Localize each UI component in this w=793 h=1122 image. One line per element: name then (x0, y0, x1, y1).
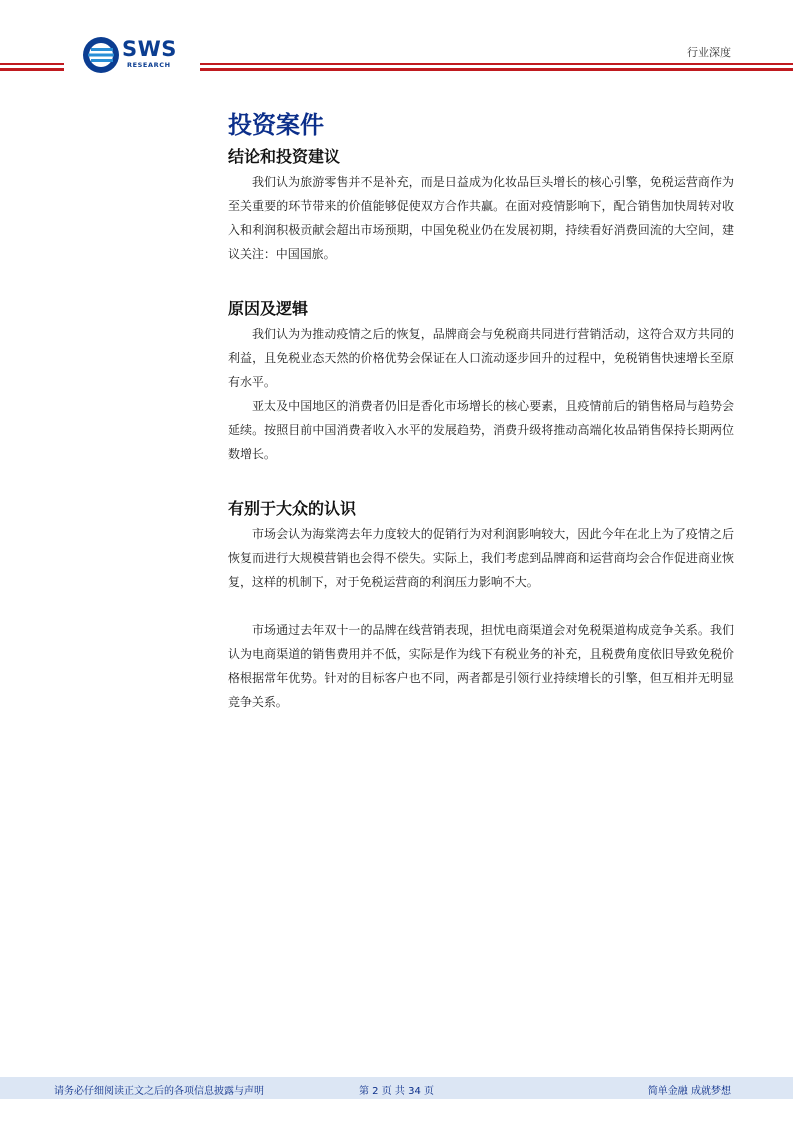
paragraph: 我们认为旅游零售并不是补充，而是日益成为化妆品巨头增长的核心引擎，免税运营商作为至关重要的环节带来的价值能够促使双方合作共赢。在面对疫情影响下，配合销售加快周转对收入和利润积极贡献会超出市场预期，中国免税业仍在发展初期，持续看好消费回流的大空间，建议关注：中国国旅。 (228, 175, 734, 261)
company-logo (82, 36, 192, 74)
main-content (228, 108, 734, 714)
document-type-label: 行业深度 (687, 46, 731, 59)
footer-page-number: 第 2 页 共 34 页 (359, 1086, 434, 1097)
paragraph: 市场会认为海棠湾去年力度较大的促销行为对利润影响较大，因此今年在北上为了疫情之后恢复而进行大规模营销也会得不偿失。实际上，我们考虑到品牌商和运营商均会合作促进商业恢复，这样的机制下，对于免税运营商的利润压力影响不大。 (228, 527, 734, 589)
sws-logo-icon (82, 36, 120, 74)
section-heading-different-view: 有别于大众的认识 (228, 499, 357, 518)
section-heading-conclusion: 结论和投资建议 (228, 147, 341, 166)
logo-wordmark: SWS (122, 37, 177, 61)
paragraph: 亚太及中国地区的消费者仍旧是香化市场增长的核心要素，且疫情前后的销售格局与趋势会延续。按照目前中国消费者收入水平的发展趋势，消费升级将推动高端化妆品销售保持长期两位数增长。 (228, 399, 734, 461)
header-rule-right-top (200, 63, 793, 65)
header-rule-right-bottom (200, 68, 793, 71)
paragraph: 我们认为为推动疫情之后的恢复，品牌商会与免税商共同进行营销活动，这符合双方共同的利益，且免税业态天然的价格优势会保证在人口流动逐步回升的过程中，免税销售快速增长至原有水平。 (228, 327, 734, 389)
header-rule-left-bottom (0, 68, 64, 71)
page-title: 投资案件 (228, 111, 324, 139)
footer-slogan: 简单金融 成就梦想 (647, 1086, 731, 1097)
paragraph: 市场通过去年双十一的品牌在线营销表现，担忧电商渠道会对免税渠道构成竞争关系。我们认为电商渠道的销售费用并不低，实际是作为线下有税业务的补充，且税费角度依旧导致免税价格根据常年优势。针对的目标客户也不同，两者都是引领行业持续增长的引擎，但互相并无明显竞争关系。 (228, 623, 734, 709)
header-rule-left-top (0, 63, 64, 65)
logo-subtext: RESEARCH (127, 61, 171, 69)
footer-disclaimer: 请务必仔细阅读正文之后的各项信息披露与声明 (54, 1086, 264, 1097)
section-heading-reasons: 原因及逻辑 (228, 299, 309, 318)
